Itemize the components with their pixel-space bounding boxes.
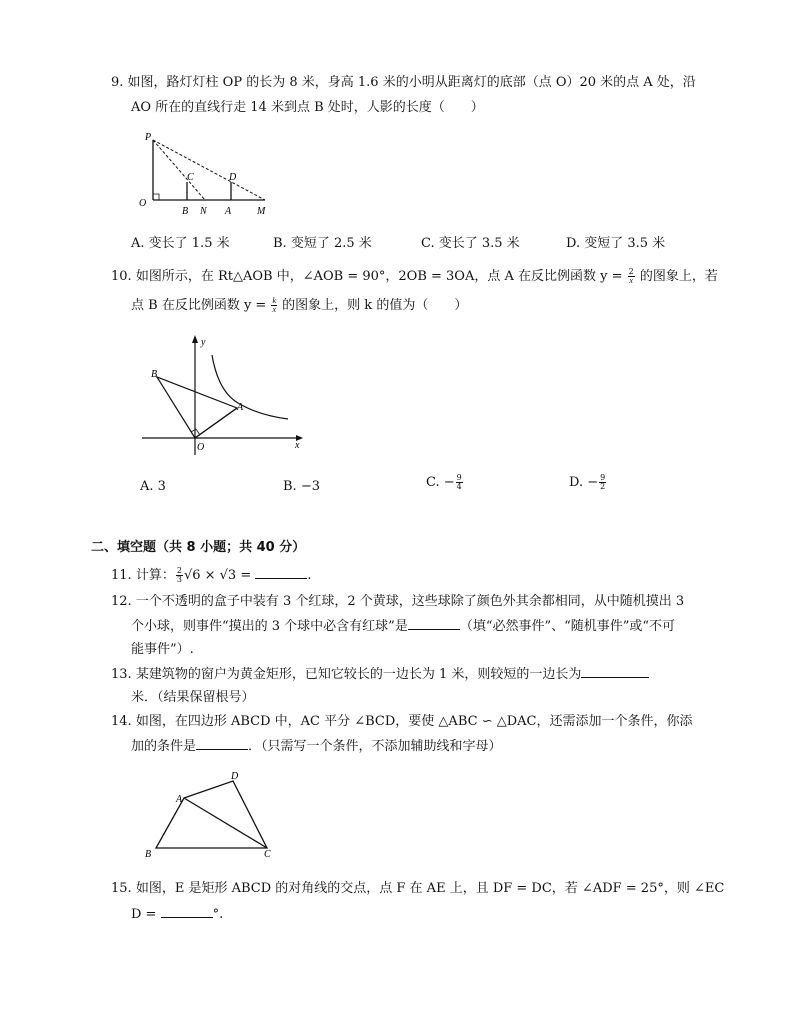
label-b: B [145, 849, 152, 860]
q12-line2: 个小球，则事件“摸出的 3 个球中必含有红球”是 （填“必然事件”、“随机事件”或“不可 [131, 619, 676, 634]
q10-line2 [131, 297, 467, 315]
q13-answer-blank[interactable] [581, 665, 649, 678]
label-a: A [176, 794, 183, 805]
q11-expression: √6 × √3 = [183, 568, 252, 583]
q9-option-d[interactable]: D. 变短了 3.5 米 [566, 236, 666, 251]
label-b: B [151, 369, 158, 380]
q12-line1 [111, 593, 684, 611]
q10-text-line1b: 的图象上，若 [639, 269, 718, 284]
section-2-heading: 二、填空题（共 8 小题；共 40 分） [91, 540, 306, 555]
q11-number: 11. [111, 568, 132, 583]
q9-text-line2: AO 所在的直线行走 14 米到点 B 处时，人影的长度（ ） [131, 100, 484, 115]
label-m: M [257, 206, 266, 217]
label-a: A [237, 402, 244, 413]
q9-option-c[interactable]: C. 变长了 3.5 米 [421, 236, 520, 251]
q9-number: 9. [111, 75, 124, 90]
q13-text-line2: 米．（结果保留根号） [131, 690, 255, 705]
q11-prefix: 计算： [135, 568, 175, 583]
q9-option-b[interactable]: B. 变短了 2.5 米 [273, 236, 372, 251]
q10-option-c[interactable]: C. − $\frac{9}{4}$ [426, 473, 462, 491]
segment-oa [195, 408, 237, 438]
y-axis-arrow [192, 335, 198, 343]
q11-line: 11. 计算： $\frac{2}{3}$ √6 × √3 = . [111, 566, 312, 584]
q10-figure [138, 333, 308, 458]
q10-option-d[interactable]: D. − $\frac{9}{2}$ [569, 473, 606, 491]
q10-text-line2b: 的图象上，则 k 的值为（ ） [282, 298, 468, 313]
label-a: A [225, 206, 232, 217]
q10-optd-fraction: $\frac{9}{2}$ [600, 473, 606, 491]
light-ray-pm [153, 140, 265, 200]
q10-optc-fraction: $\frac{9}{4}$ [456, 473, 462, 491]
q9-option-a[interactable]: A. 变长了 1.5 米 [131, 236, 230, 251]
q10-number: 10. [111, 269, 132, 284]
label-x: x [295, 440, 300, 451]
q10-fraction-2-over-x: $\frac{2}{x}$ [628, 267, 634, 285]
q10-option-b[interactable]: B. −3 [283, 479, 320, 494]
q14-answer-blank[interactable] [196, 737, 248, 750]
hyperbola-y-2-over-x [212, 355, 288, 419]
q10-option-a[interactable]: A. 3 [140, 479, 166, 494]
label-n: N [200, 206, 207, 217]
light-ray-pn [153, 140, 205, 200]
label-p: P [145, 132, 152, 143]
q10-fraction-k-over-x: $\frac{k}{x}$ [272, 296, 277, 314]
label-c: C [187, 172, 194, 183]
q9-line1 [111, 74, 696, 92]
right-angle-mark [153, 194, 159, 200]
q11-fraction: $\frac{2}{3}$ [176, 566, 182, 584]
q15-number: 15. [111, 881, 132, 896]
q14-number: 14. [111, 714, 132, 729]
q9-text-line1: 如图，路灯灯柱 OP 的长为 8 米，身高 1.6 米的小明从距离灯的底部（点 O）20 米的点 A 处，沿 [127, 75, 696, 90]
q10-text-line1a: 如图所示，在 Rt△AOB 中，∠AOB = 90°，2OB = 3OA，点 A 在反比例函数 y = [135, 269, 623, 284]
q10-line1 [111, 268, 718, 286]
label-d: D [229, 172, 237, 183]
label-o: O [197, 442, 205, 453]
q12-text-line1: 一个不透明的盒子中装有 3 个红球，2 个黄球，这些球除了颜色外其余都相同，从中随机摸出 3 [135, 594, 685, 609]
label-y: y [201, 337, 206, 348]
q15-answer-blank[interactable] [161, 905, 213, 918]
label-c: C [264, 849, 271, 860]
q10-text-line2a: 点 B 在反比例函数 y = [131, 298, 267, 313]
triangle-aob [157, 377, 237, 438]
q14-line2: 加的条件是 ．（只需写一个条件，不添加辅助线和字母） [131, 739, 502, 754]
q12-number: 12. [111, 594, 132, 609]
label-b: B [182, 206, 189, 217]
label-d: D [231, 771, 239, 782]
q12-answer-blank[interactable] [408, 617, 460, 630]
q14-figure [140, 768, 280, 863]
q15-line1: 15. 如图，E 是矩形 ABCD 的对角线的交点，点 F 在 AE 上，且 DF = DC，若 ∠ADF = 25°，则 ∠EC [111, 881, 725, 896]
q12-text-line3: 能事件”）. [131, 642, 194, 657]
label-o: O [139, 198, 147, 209]
q9-figure [135, 128, 280, 220]
q15-line2: D = °. [131, 907, 224, 922]
q11-answer-blank[interactable] [255, 566, 307, 579]
q13-line1: 13. 某建筑物的窗户为黄金矩形，已知它较长的一边长为 1 米，则较短的一边长为 [111, 665, 649, 684]
q14-line1: 14. 如图，在四边形 ABCD 中，AC 平分 ∠BCD，要使 △ABC ∽ △DAC，还需添加一个条件，你添 [111, 714, 693, 729]
q13-number: 13. [111, 667, 132, 682]
